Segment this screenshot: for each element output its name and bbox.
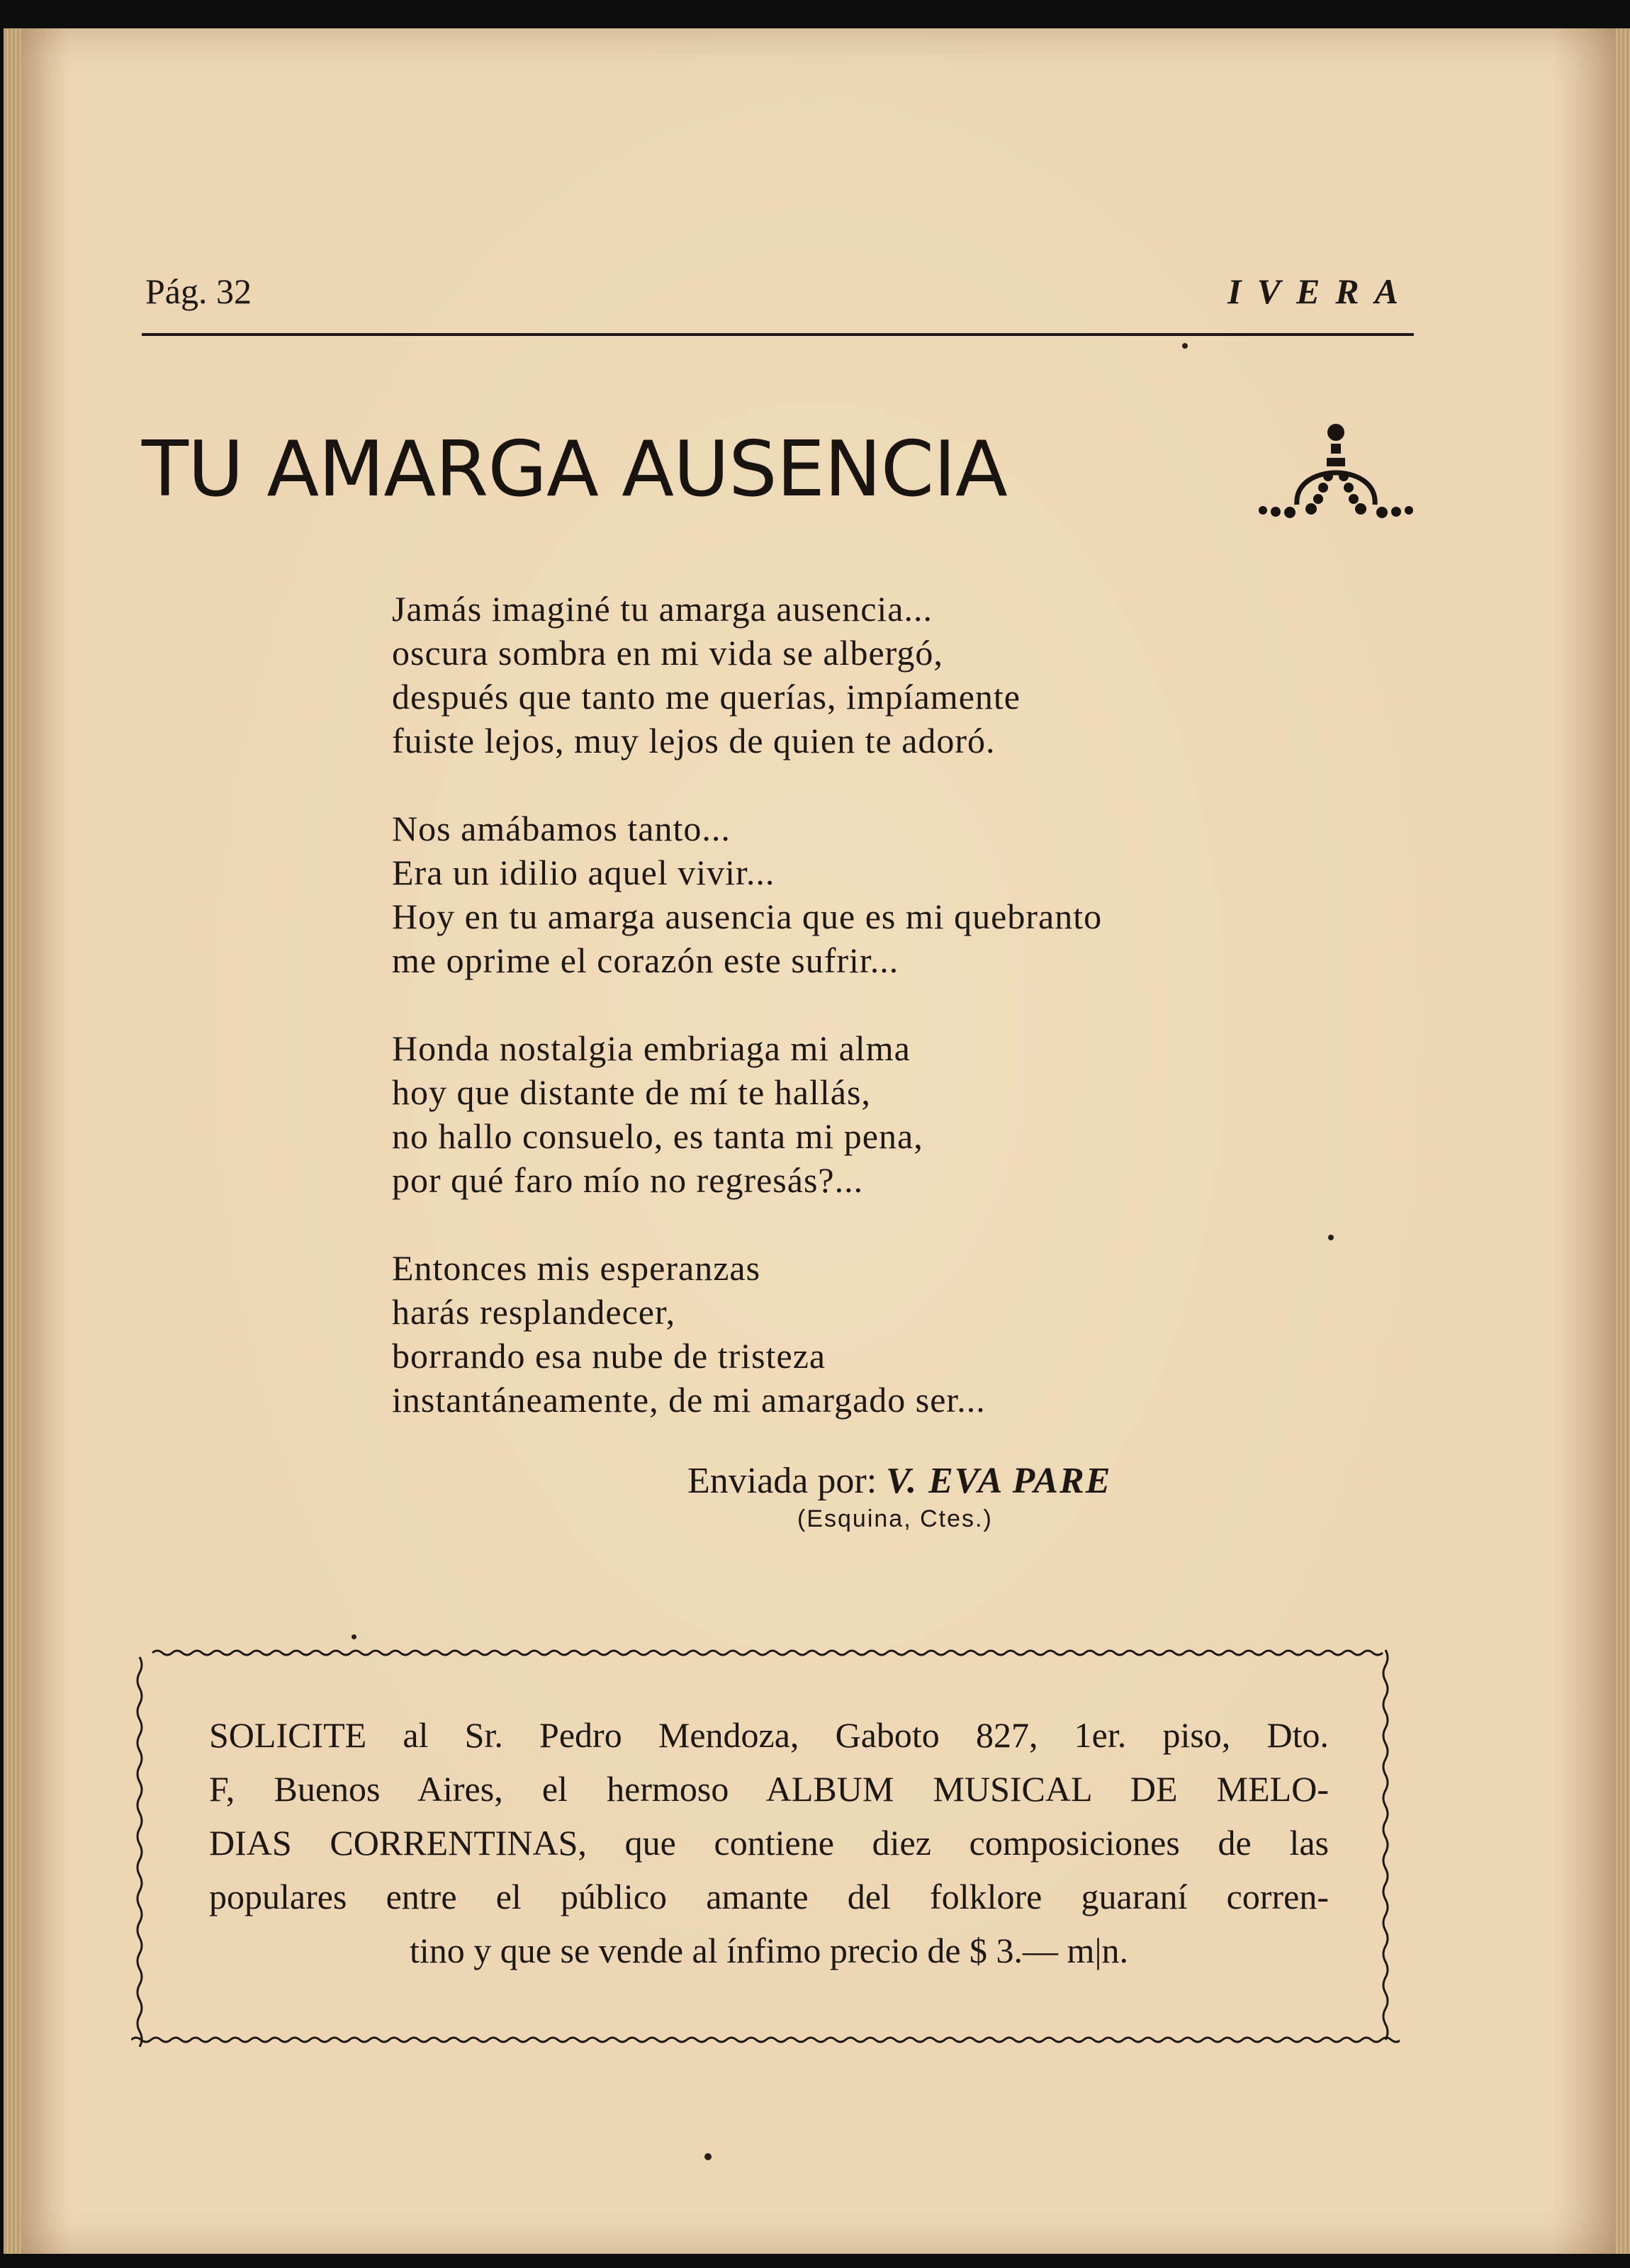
poem-stanza — [392, 587, 1102, 763]
advertisement-line: DIAS CORRENTINAS, que contiene diez composiciones de las — [209, 1823, 1329, 1863]
paper-speck — [1328, 1235, 1334, 1240]
advertisement-text — [209, 1708, 1329, 1977]
page-number: Pág. 32 — [145, 271, 252, 311]
verse-line: después que tanto me querías, impíamente — [392, 677, 1021, 717]
verse-line: oscura sombra en mi vida se albergó, — [392, 633, 943, 673]
verse-line: no hallo consuelo, es tanta mi pena, — [392, 1116, 923, 1156]
verse-line: me oprime el corazón este sufrir... — [392, 941, 899, 980]
paper-speck — [352, 1634, 356, 1639]
advertisement-line: SOLICITE al Sr. Pedro Mendoza, Gaboto 827, 1er. piso, Dto. — [209, 1715, 1329, 1755]
verse-line: Era un idilio aquel vivir... — [392, 853, 775, 892]
poem-stanza — [392, 807, 1102, 982]
poem-author: V. EVA PARE — [886, 1461, 1112, 1501]
verse-line: Hoy en tu amarga ausencia que es mi quebranto — [392, 897, 1103, 936]
poem-stanza — [392, 1026, 1102, 1202]
verse-line: Jamás imaginé tu amarga ausencia... — [392, 589, 933, 629]
dancer-emblem-icon — [1254, 420, 1417, 526]
poem-signature — [687, 1460, 1111, 1502]
verse-line: instantáneamente, de mi amargado ser... — [392, 1380, 986, 1420]
advertisement-line: tino y que se vende al ínfimo precio de $ 3.— m|n. — [410, 1931, 1128, 1970]
header-divider — [142, 333, 1414, 336]
poem-body — [392, 587, 1102, 1466]
verse-line: fuiste lejos, muy lejos de quien te adoró. — [392, 721, 996, 760]
magazine-title: IVERA — [1227, 271, 1414, 311]
advertisement-line: F, Buenos Aires, el hermoso ALBUM MUSICAL DE MELO- — [209, 1769, 1329, 1809]
advertisement-line: populares entre el público amante del folklore guaraní corren- — [209, 1877, 1329, 1916]
poem-title: TU AMARGA AUSENCIA — [142, 425, 1007, 514]
verse-line: harás resplandecer, — [392, 1292, 676, 1332]
author-origin: (Esquina, Ctes.) — [797, 1505, 993, 1532]
sent-by-label: Enviada por: — [687, 1461, 877, 1501]
verse-line: borrando esa nube de tristeza — [392, 1336, 826, 1376]
verse-line: Nos amábamos tanto... — [392, 809, 731, 848]
paper-speck — [1182, 343, 1188, 349]
verse-line: Entonces mis esperanzas — [392, 1248, 761, 1288]
poem-stanza — [392, 1246, 1102, 1422]
advertisement-box — [131, 1643, 1400, 2047]
page-header — [145, 271, 1414, 313]
verse-line: hoy que distante de mí te hallás, — [392, 1072, 871, 1112]
verse-line: por qué faro mío no regresás?... — [392, 1160, 864, 1200]
verse-line: Honda nostalgia embriaga mi alma — [392, 1028, 911, 1068]
paper-speck — [704, 2153, 712, 2160]
